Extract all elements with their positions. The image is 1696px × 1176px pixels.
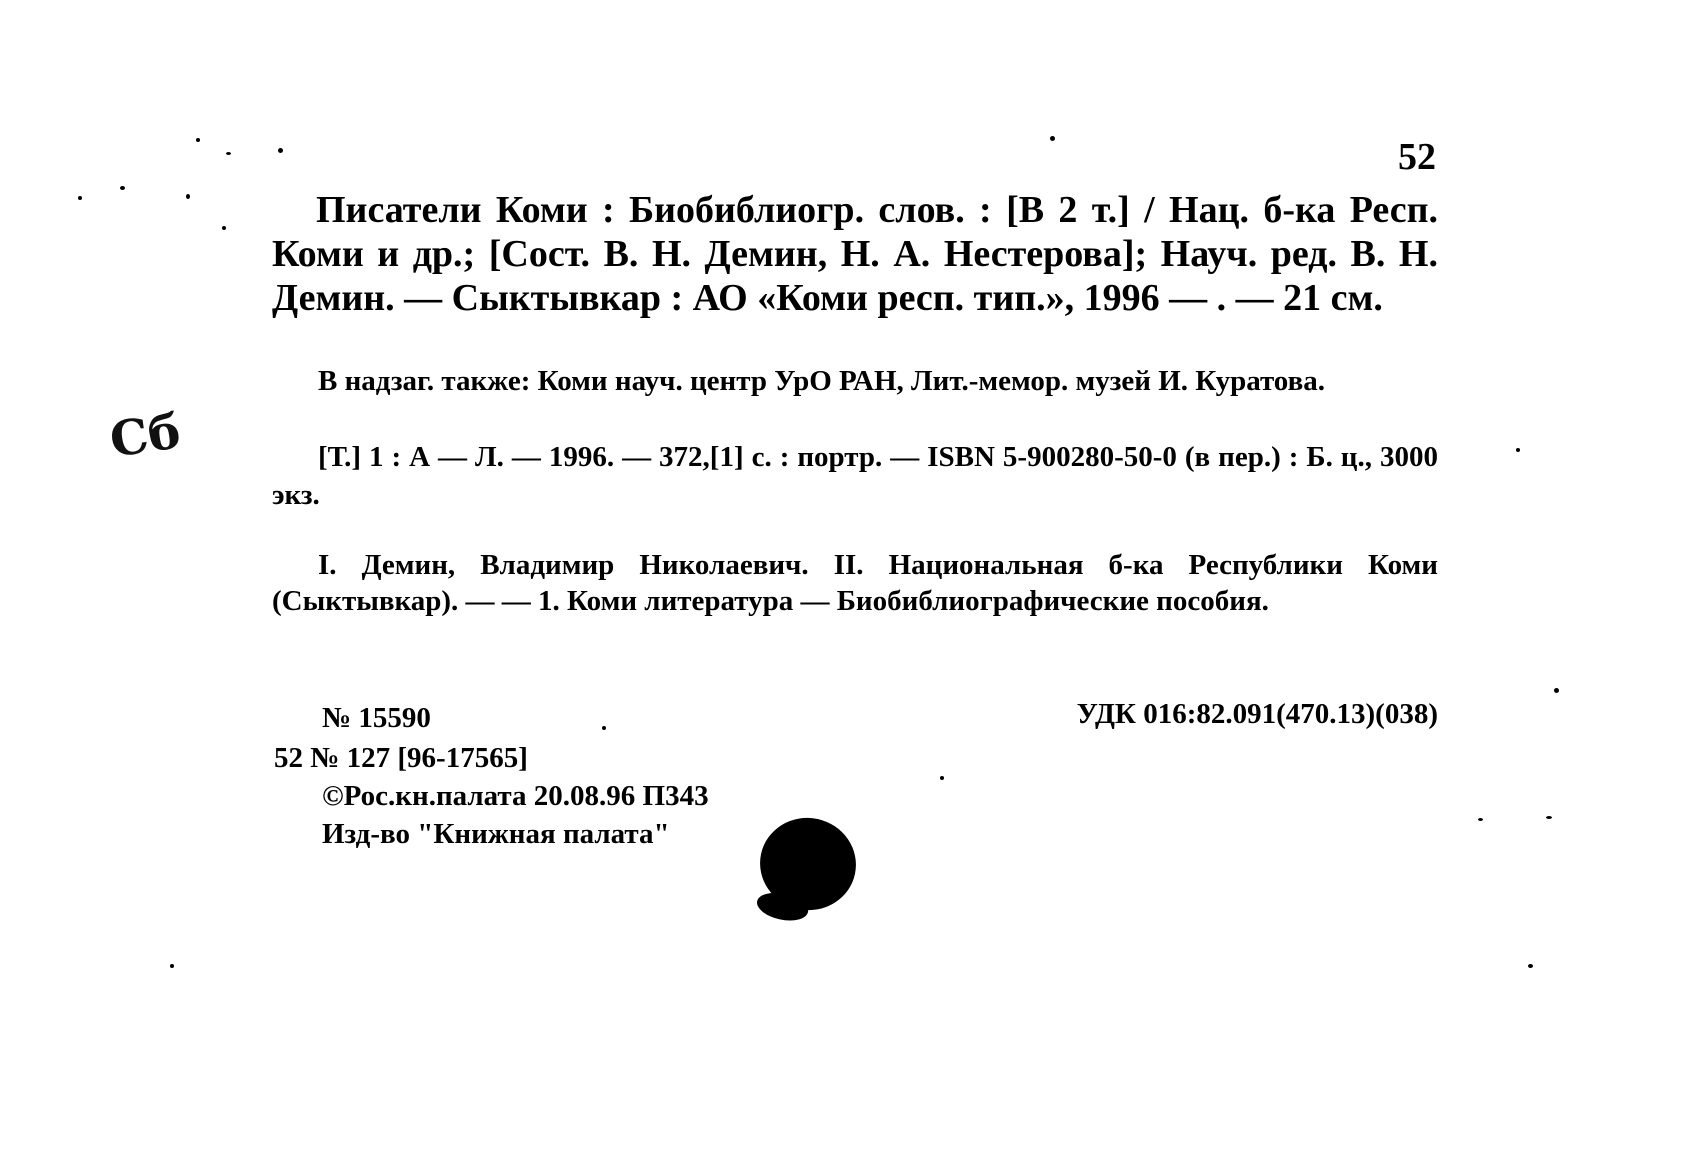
publisher-line: Изд-во "Книжная палата" [322,818,670,850]
scan-speck [1516,448,1520,452]
ink-blot [751,809,864,919]
scan-speck [602,726,606,730]
note-paragraph: В надзаг. также: Коми науч. центр УрО РАН, Лит.-мемор. музей И. Куратова. [318,365,1325,397]
handwritten-margin-mark: Сб [106,403,184,469]
scan-speck [1478,818,1483,821]
scan-speck [1546,816,1552,819]
scan-speck [226,152,231,155]
scan-speck [222,226,226,230]
scan-speck [1554,688,1559,693]
scan-speck [278,148,283,153]
copyright-line: ©Рос.кн.палата 20.08.96 П343 [322,780,709,812]
scan-speck [186,194,190,199]
record-number: № 15590 [322,702,431,734]
scan-speck [1528,964,1533,968]
scan-speck [940,776,944,780]
classification-number: 52 [1398,136,1436,178]
volume-description: [Т.] 1 : А — Л. — 1996. — 372,[1] с. : портр. — ISBN 5-900280-50-0 (в пер.) : Б. ц., 3000 экз. [272,441,1438,511]
bibliographic-description: Писатели Коми : Биобиблиогр. слов. : [В 2 т.] / Нац. б-ка Респ. Коми и др.; [Сост. В. Н. Демин, Н. А. Нестерова]; Науч. ред. В. Н. Демин. — Сыктывкар : АО «Коми респ. тип.», 1996 — . — 21 см. [272,189,1438,319]
scan-speck [196,138,200,142]
scan-speck [78,196,82,200]
scan-speck [120,186,125,190]
book-chamber-number: 52 № 127 [96-17565] [274,742,528,774]
scan-speck [1050,136,1055,141]
udc-code: УДК 016:82.091(470.13)(038) [1076,698,1438,730]
subject-tracings: I. Демин, Владимир Николаевич. II. Национальная б-ка Республики Коми (Сыктывкар). — — 1. Коми литература — Биобиблиографические пособия. [272,549,1438,617]
scan-speck [170,964,174,968]
